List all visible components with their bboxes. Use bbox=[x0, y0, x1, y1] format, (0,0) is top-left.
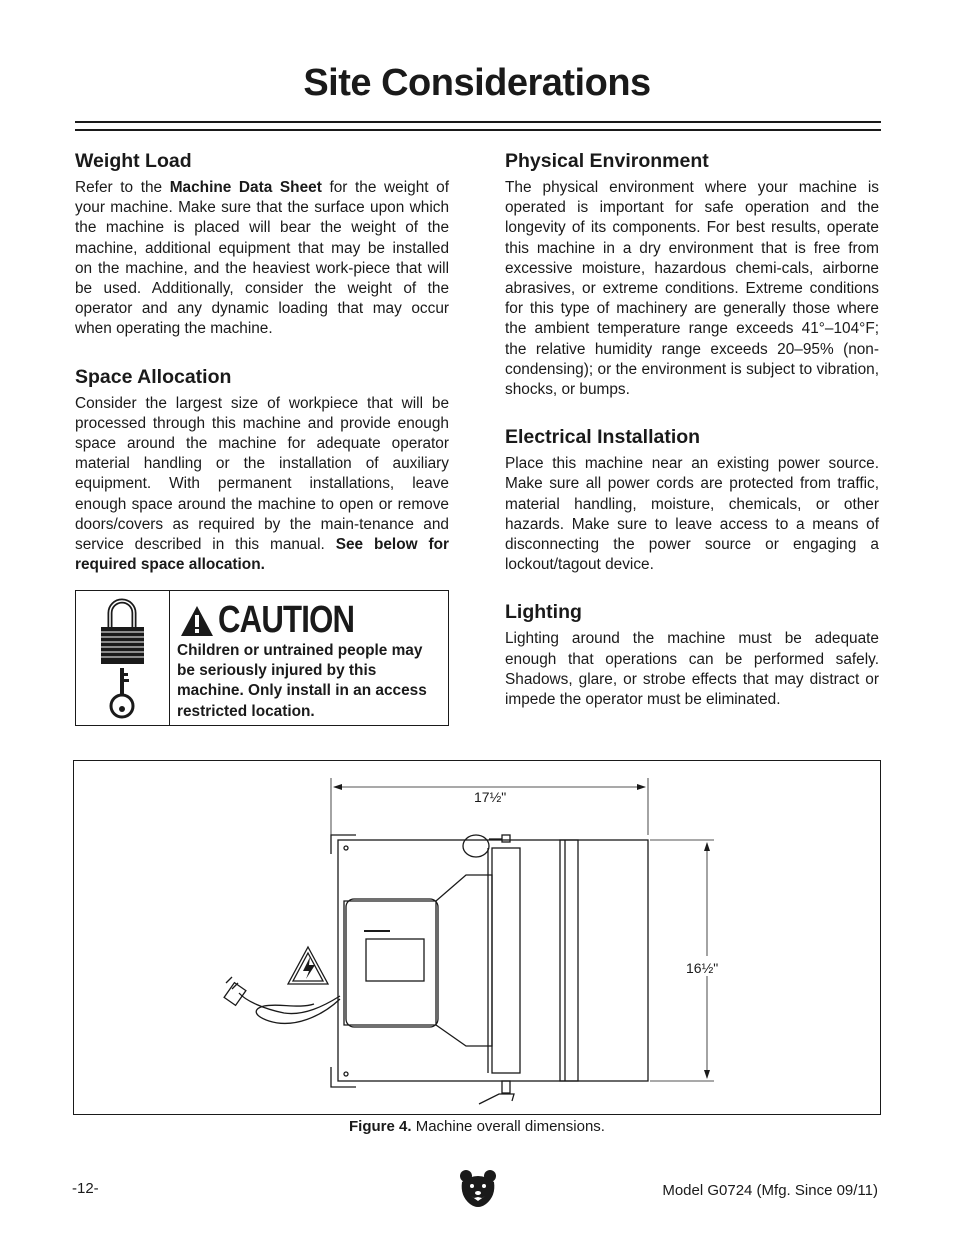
warning-triangle-icon bbox=[180, 605, 214, 637]
weight-load-section bbox=[75, 148, 449, 340]
page-title: Site Considerations bbox=[303, 62, 651, 104]
lighting-text: Lighting around the machine must be adequate enough that operations can be performed safely. Shadows, glare, or strobe effects that may distract or impede the operator must be eliminated. bbox=[505, 630, 879, 709]
electrical-installation-heading: Electrical Installation bbox=[505, 426, 701, 449]
model-info: Model G0724 (Mfg. Since 09/11) bbox=[662, 1182, 878, 1199]
weight-load-heading: Weight Load bbox=[75, 150, 192, 172]
space-allocation-section bbox=[75, 364, 449, 576]
figure-caption: Figure 4. Machine overall dimensions. bbox=[349, 1118, 605, 1135]
title-rule-bottom bbox=[75, 129, 881, 131]
space-allocation-heading: Space Allocation bbox=[75, 365, 232, 388]
machine-data-sheet-ref: Machine Data Sheet bbox=[169, 179, 322, 196]
machine-top-view-drawing bbox=[74, 761, 880, 1114]
physical-environment-section bbox=[505, 148, 879, 400]
lighting-heading: Lighting bbox=[505, 601, 582, 624]
left-column bbox=[75, 148, 449, 599]
padlock-key-icon bbox=[76, 591, 169, 725]
right-column bbox=[505, 148, 879, 734]
machine-dimensions-figure bbox=[73, 760, 881, 1115]
width-dimension-label: 17½" bbox=[474, 789, 507, 805]
page-number: -12- bbox=[72, 1180, 99, 1197]
electrical-installation-section bbox=[505, 424, 879, 575]
weight-load-text: Refer to the Machine Data Sheet for the weight of your machine. Make sure that the surface upon which the machine is placed will bear the weight of the machine, additional equipment that may be installed on the machine, and the heaviest work-piece that will be used. Additionally, consider the weight of the operator and any dynamic loading that may occur when operating the machine. bbox=[75, 179, 449, 338]
physical-environment-text: The physical environment where your machine is operated is important for safe operation and the longevity of its components. For best results, operate this machine in a dry environment that is free from excessive moisture, hazardous chemi-cals, airborne abrasives, or extreme conditions. Extreme conditions for this type of machinery are generally those where the ambient temperature range exceeds 41°–104°F; the relative humidity range exceeds 20–95% (non-condensing); or the environment is subject to vibration, shocks, or bumps. bbox=[505, 179, 879, 399]
caution-header bbox=[180, 599, 384, 642]
lock-key-icon-cell bbox=[76, 591, 170, 725]
space-allocation-text: Consider the largest size of workpiece that will be processed through this machine and provide enough space around the machine for adequate operator material handling or the installation of auxiliary equipment. With permanent installations, leave enough space around the machine to open or remove doors/covers as required by the main-tenance and service described in this manual. See below for required space allocation. bbox=[75, 394, 450, 574]
height-dimension-label: 16½" bbox=[686, 960, 719, 976]
physical-environment-heading: Physical Environment bbox=[505, 150, 709, 172]
title-rule-top bbox=[75, 121, 881, 123]
caution-box bbox=[75, 590, 449, 726]
caution-text: Children or untrained people may be seriously injured by this machine. Only install in an access restricted location. bbox=[177, 642, 427, 720]
caution-label: CAUTION bbox=[218, 599, 355, 641]
grizzly-bear-logo-icon bbox=[458, 1168, 498, 1215]
electrical-installation-text: Place this machine near an existing power source. Make sure all power cords are protected from traffic, material handling, moisture, chemicals, or other hazards. Make sure to leave access to a means of disconnecting the power source or engaging a lockout/tagout device. bbox=[505, 455, 879, 574]
lighting-section bbox=[505, 599, 879, 710]
